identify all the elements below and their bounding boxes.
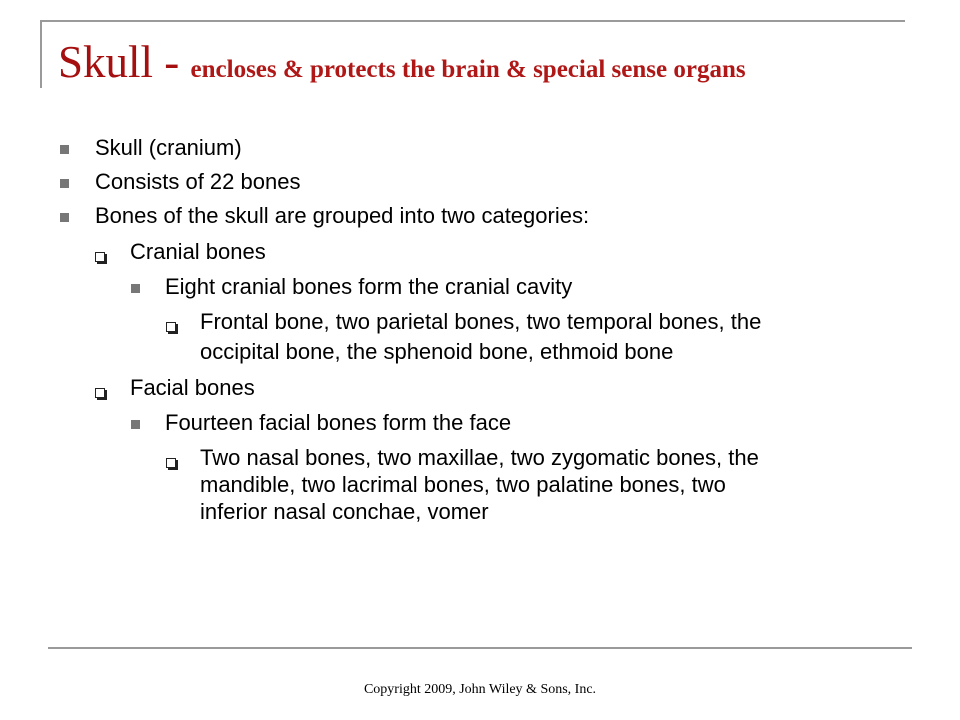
square-bullet-icon — [60, 179, 69, 188]
bullet-item-line: Two nasal bones, two maxillae, two zygomatic bones, the — [200, 445, 759, 470]
title-subtitle: encloses & protects the brain & special sense organs — [190, 56, 746, 83]
square-bullet-icon — [131, 284, 140, 293]
bullet-item: Consists of 22 bones — [95, 169, 301, 194]
footer-rule — [48, 647, 912, 649]
bullet-item: Facial bones — [130, 375, 255, 400]
hollow-box-bullet-icon — [95, 388, 105, 398]
hollow-box-bullet-icon — [95, 252, 105, 262]
bullet-item: Bones of the skull are grouped into two categories: — [95, 203, 590, 228]
title-main: Skull - — [58, 37, 191, 87]
title-left-rule — [40, 20, 42, 88]
bullet-item-line: Frontal bone, two parietal bones, two temporal bones, the — [200, 309, 762, 334]
bullet-item-line: mandible, two lacrimal bones, two palatine bones, two — [200, 472, 726, 497]
bullet-item: Eight cranial bones form the cranial cavity — [165, 274, 573, 299]
square-bullet-icon — [131, 420, 140, 429]
copyright-footer: Copyright 2009, John Wiley & Sons, Inc. — [363, 682, 597, 697]
bullet-item: Skull (cranium) — [95, 135, 242, 160]
square-bullet-icon — [60, 213, 69, 222]
bullet-item: Fourteen facial bones form the face — [165, 410, 512, 435]
bullet-item: Cranial bones — [130, 239, 266, 264]
bullet-item-line: inferior nasal conchae, vomer — [200, 499, 489, 524]
bullet-item-line: occipital bone, the sphenoid bone, ethmoid bone — [200, 339, 674, 364]
hollow-box-bullet-icon — [166, 458, 176, 468]
slide-title — [58, 37, 746, 87]
square-bullet-icon — [60, 145, 69, 154]
title-top-rule — [40, 20, 905, 22]
hollow-box-bullet-icon — [166, 322, 176, 332]
